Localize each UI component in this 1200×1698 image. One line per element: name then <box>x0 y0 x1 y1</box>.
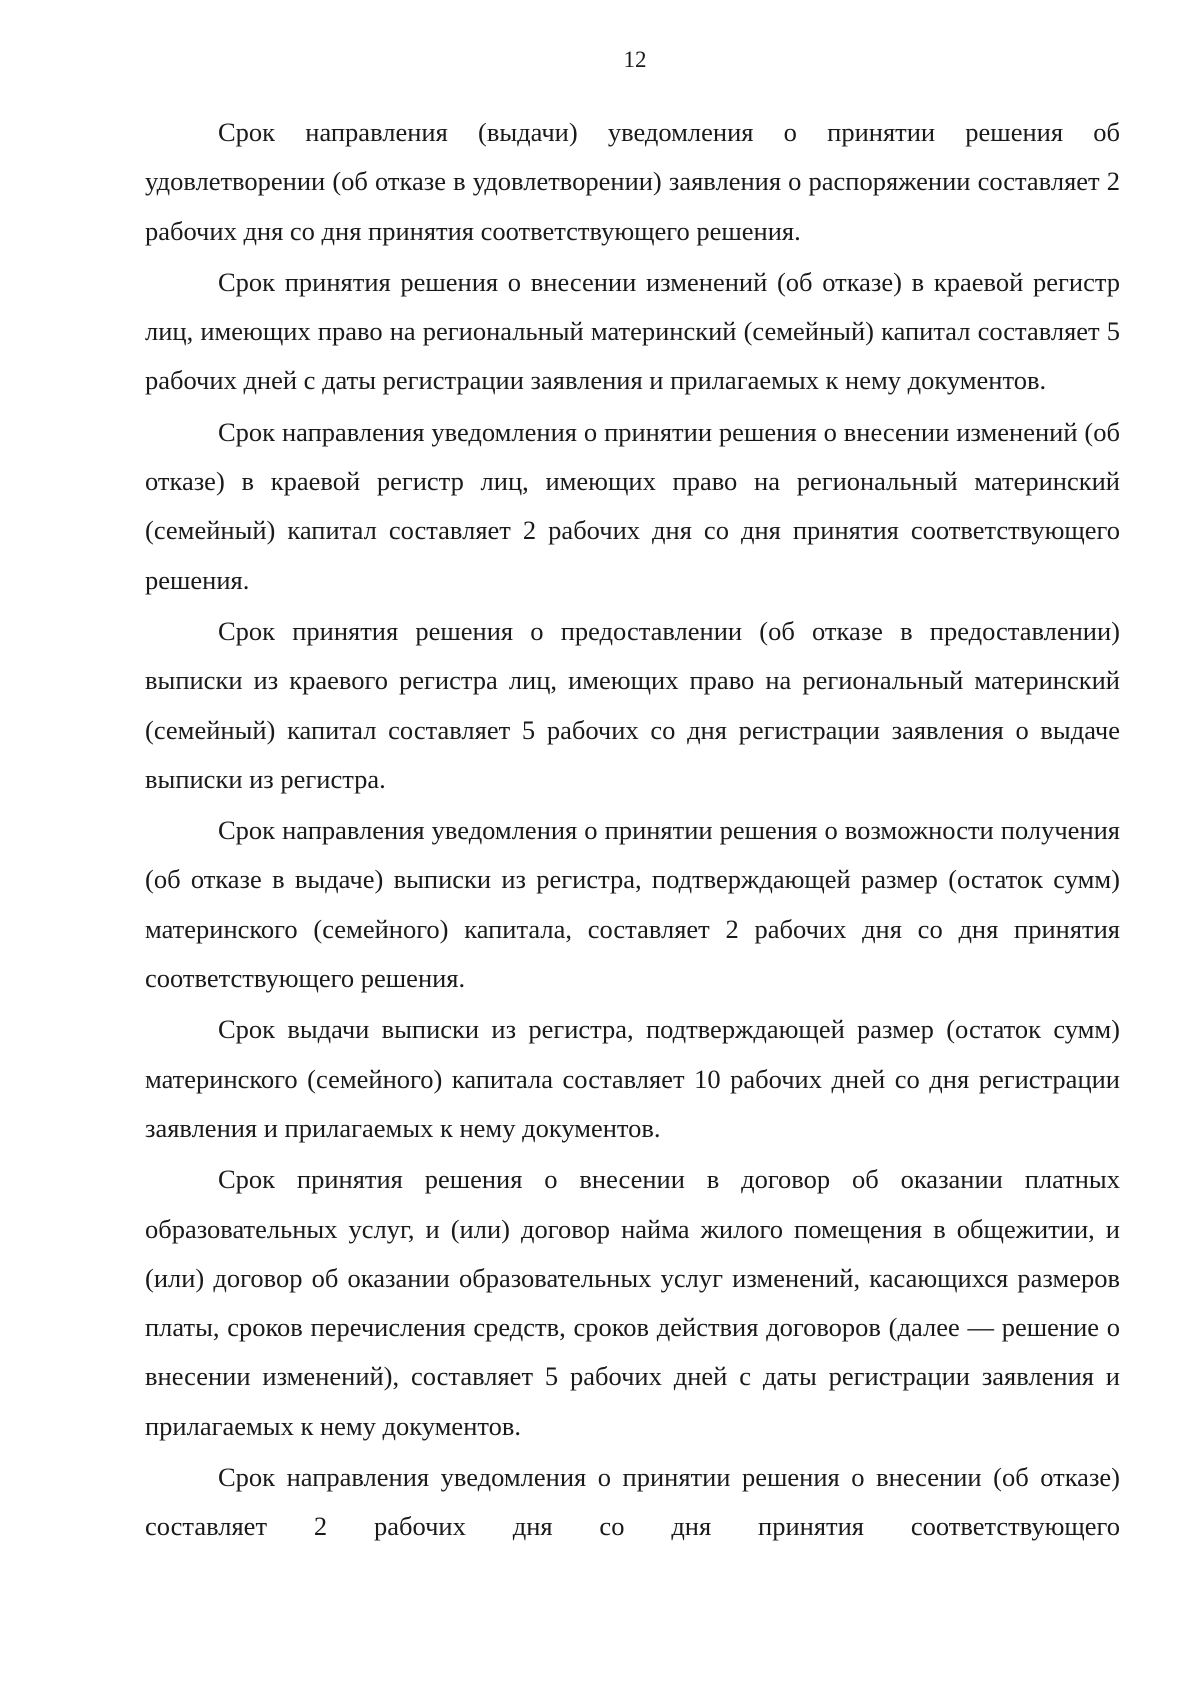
page-number: 12 <box>623 47 647 72</box>
paragraph-continued: Срок направления уведомления о принятии решения о внесении (об отказе) составляет 2 рабочих дня со дня принятия соответствующего <box>145 1462 1120 1542</box>
paragraph: Срок принятия решения о внесении в договор об оказании платных образовательных услуг, и (или) договор найма жилого помещения в общежитии, и (или) договор об оказании образовательных услуг изменений, касающихся размеров платы, сроков перечисления средств, сроков действия договоров (далее — решение о внесении изменений), составляет 5 рабочих дней с даты регистрации заявления и прилагаемых к нему документов. <box>145 1164 1120 1441</box>
paragraph: Срок направления уведомления о принятии решения о возможности получения (об отказе в выдаче) выписки из регистра, подтверждающей размер (остаток сумм) материнского (семейного) капитала, составляет 2 рабочих дня со дня принятия соответствующего решения. <box>145 815 1120 994</box>
paragraph: Срок направления уведомления о принятии решения о внесении изменений (об отказе) в краевой регистр лиц, имеющих право на региональный материнский (семейный) капитал составляет 2 рабочих дня со дня принятия соответствующего решения. <box>145 416 1120 595</box>
document-body <box>145 108 1120 1554</box>
paragraph: Срок принятия решения о внесении изменений (об отказе) в краевой регистр лиц, имеющих право на региональный материнский (семейный) капитал составляет 5 рабочих дней с даты регистрации заявления и прилагаемых к нему документов. <box>145 266 1120 396</box>
paragraph: Срок выдачи выписки из регистра, подтверждающей размер (остаток сумм) материнского (семейного) капитала составляет 10 рабочих дней со дня регистрации заявления и прилагаемых к нему документов. <box>145 1014 1120 1143</box>
paragraph: Срок направления (выдачи) уведомления о принятии решения об удовлетворении (об отказе в удовлетворении) заявления о распоряжении составляет 2 рабочих дня со дня принятия соответствующего решения. <box>145 117 1120 246</box>
paragraph: Срок принятия решения о предоставлении (об отказе в предоставлении) выписки из краевого регистра лиц, имеющих право на региональный материнский (семейный) капитал составляет 5 рабочих со дня регистрации заявления о выдаче выписки из регистра. <box>145 615 1120 794</box>
